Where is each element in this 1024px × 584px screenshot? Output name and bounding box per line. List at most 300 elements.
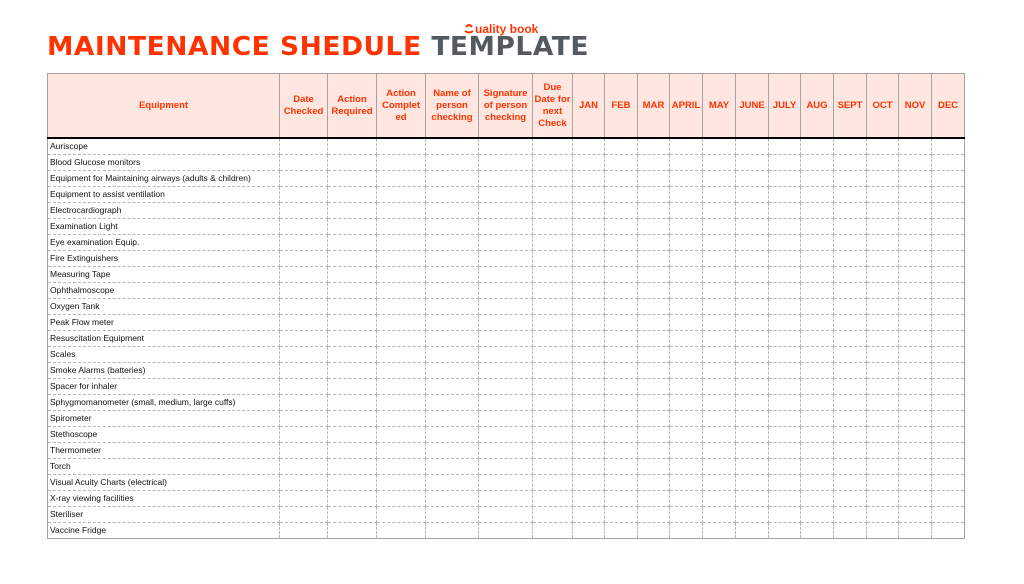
entry-cell[interactable] [670, 219, 703, 235]
entry-cell[interactable] [280, 171, 328, 187]
entry-cell[interactable] [801, 251, 834, 267]
entry-cell[interactable] [867, 299, 899, 315]
entry-cell[interactable] [932, 427, 965, 443]
entry-cell[interactable] [899, 203, 932, 219]
entry-cell[interactable] [280, 491, 328, 507]
entry-cell[interactable] [426, 427, 479, 443]
entry-cell[interactable] [703, 443, 736, 459]
entry-cell[interactable] [801, 411, 834, 427]
entry-cell[interactable] [670, 363, 703, 379]
entry-cell[interactable] [377, 523, 426, 539]
entry-cell[interactable] [932, 187, 965, 203]
entry-cell[interactable] [605, 251, 638, 267]
entry-cell[interactable] [533, 155, 573, 171]
entry-cell[interactable] [280, 203, 328, 219]
entry-cell[interactable] [573, 523, 605, 539]
entry-cell[interactable] [605, 523, 638, 539]
entry-cell[interactable] [670, 459, 703, 475]
entry-cell[interactable] [834, 443, 867, 459]
entry-cell[interactable] [867, 363, 899, 379]
entry-cell[interactable] [736, 187, 769, 203]
entry-cell[interactable] [328, 251, 377, 267]
entry-cell[interactable] [479, 331, 533, 347]
entry-cell[interactable] [426, 283, 479, 299]
entry-cell[interactable] [573, 395, 605, 411]
entry-cell[interactable] [328, 459, 377, 475]
entry-cell[interactable] [426, 411, 479, 427]
entry-cell[interactable] [280, 251, 328, 267]
entry-cell[interactable] [703, 171, 736, 187]
entry-cell[interactable] [801, 187, 834, 203]
entry-cell[interactable] [479, 379, 533, 395]
entry-cell[interactable] [377, 411, 426, 427]
entry-cell[interactable] [932, 235, 965, 251]
entry-cell[interactable] [638, 459, 670, 475]
entry-cell[interactable] [899, 395, 932, 411]
entry-cell[interactable] [703, 138, 736, 155]
entry-cell[interactable] [801, 219, 834, 235]
entry-cell[interactable] [377, 491, 426, 507]
entry-cell[interactable] [377, 475, 426, 491]
entry-cell[interactable] [932, 331, 965, 347]
entry-cell[interactable] [605, 379, 638, 395]
entry-cell[interactable] [834, 475, 867, 491]
entry-cell[interactable] [479, 475, 533, 491]
entry-cell[interactable] [670, 283, 703, 299]
entry-cell[interactable] [638, 363, 670, 379]
entry-cell[interactable] [573, 155, 605, 171]
entry-cell[interactable] [932, 251, 965, 267]
entry-cell[interactable] [426, 171, 479, 187]
entry-cell[interactable] [533, 203, 573, 219]
entry-cell[interactable] [703, 155, 736, 171]
entry-cell[interactable] [736, 267, 769, 283]
entry-cell[interactable] [479, 443, 533, 459]
entry-cell[interactable] [479, 171, 533, 187]
entry-cell[interactable] [605, 507, 638, 523]
entry-cell[interactable] [703, 187, 736, 203]
entry-cell[interactable] [573, 315, 605, 331]
entry-cell[interactable] [867, 187, 899, 203]
entry-cell[interactable] [834, 459, 867, 475]
entry-cell[interactable] [899, 379, 932, 395]
entry-cell[interactable] [533, 267, 573, 283]
entry-cell[interactable] [834, 187, 867, 203]
entry-cell[interactable] [377, 347, 426, 363]
entry-cell[interactable] [328, 363, 377, 379]
entry-cell[interactable] [377, 155, 426, 171]
entry-cell[interactable] [932, 459, 965, 475]
entry-cell[interactable] [867, 267, 899, 283]
entry-cell[interactable] [932, 347, 965, 363]
entry-cell[interactable] [736, 283, 769, 299]
entry-cell[interactable] [899, 155, 932, 171]
entry-cell[interactable] [280, 411, 328, 427]
entry-cell[interactable] [899, 171, 932, 187]
entry-cell[interactable] [280, 267, 328, 283]
entry-cell[interactable] [377, 251, 426, 267]
entry-cell[interactable] [280, 315, 328, 331]
entry-cell[interactable] [867, 315, 899, 331]
entry-cell[interactable] [479, 155, 533, 171]
entry-cell[interactable] [573, 459, 605, 475]
entry-cell[interactable] [769, 411, 801, 427]
entry-cell[interactable] [867, 251, 899, 267]
entry-cell[interactable] [533, 219, 573, 235]
entry-cell[interactable] [834, 299, 867, 315]
entry-cell[interactable] [377, 267, 426, 283]
entry-cell[interactable] [736, 299, 769, 315]
entry-cell[interactable] [328, 235, 377, 251]
entry-cell[interactable] [377, 443, 426, 459]
entry-cell[interactable] [801, 475, 834, 491]
entry-cell[interactable] [638, 283, 670, 299]
entry-cell[interactable] [328, 171, 377, 187]
entry-cell[interactable] [605, 411, 638, 427]
entry-cell[interactable] [426, 491, 479, 507]
entry-cell[interactable] [605, 459, 638, 475]
entry-cell[interactable] [670, 171, 703, 187]
entry-cell[interactable] [736, 235, 769, 251]
entry-cell[interactable] [834, 171, 867, 187]
entry-cell[interactable] [834, 315, 867, 331]
entry-cell[interactable] [377, 138, 426, 155]
entry-cell[interactable] [932, 475, 965, 491]
entry-cell[interactable] [899, 523, 932, 539]
entry-cell[interactable] [280, 299, 328, 315]
entry-cell[interactable] [605, 347, 638, 363]
entry-cell[interactable] [834, 395, 867, 411]
entry-cell[interactable] [533, 347, 573, 363]
entry-cell[interactable] [605, 475, 638, 491]
entry-cell[interactable] [605, 187, 638, 203]
entry-cell[interactable] [280, 363, 328, 379]
entry-cell[interactable] [834, 491, 867, 507]
entry-cell[interactable] [670, 155, 703, 171]
entry-cell[interactable] [328, 411, 377, 427]
entry-cell[interactable] [573, 491, 605, 507]
entry-cell[interactable] [736, 507, 769, 523]
entry-cell[interactable] [769, 523, 801, 539]
entry-cell[interactable] [638, 138, 670, 155]
entry-cell[interactable] [703, 491, 736, 507]
entry-cell[interactable] [867, 459, 899, 475]
entry-cell[interactable] [479, 347, 533, 363]
entry-cell[interactable] [573, 363, 605, 379]
entry-cell[interactable] [932, 395, 965, 411]
entry-cell[interactable] [899, 347, 932, 363]
entry-cell[interactable] [899, 363, 932, 379]
entry-cell[interactable] [899, 299, 932, 315]
entry-cell[interactable] [328, 203, 377, 219]
entry-cell[interactable] [736, 155, 769, 171]
entry-cell[interactable] [769, 363, 801, 379]
entry-cell[interactable] [328, 187, 377, 203]
entry-cell[interactable] [280, 379, 328, 395]
entry-cell[interactable] [899, 267, 932, 283]
entry-cell[interactable] [605, 443, 638, 459]
entry-cell[interactable] [280, 235, 328, 251]
entry-cell[interactable] [932, 203, 965, 219]
entry-cell[interactable] [426, 507, 479, 523]
entry-cell[interactable] [769, 155, 801, 171]
entry-cell[interactable] [736, 331, 769, 347]
entry-cell[interactable] [834, 283, 867, 299]
entry-cell[interactable] [834, 251, 867, 267]
entry-cell[interactable] [867, 347, 899, 363]
entry-cell[interactable] [573, 379, 605, 395]
entry-cell[interactable] [834, 219, 867, 235]
entry-cell[interactable] [426, 219, 479, 235]
entry-cell[interactable] [280, 443, 328, 459]
entry-cell[interactable] [736, 427, 769, 443]
entry-cell[interactable] [533, 459, 573, 475]
entry-cell[interactable] [932, 171, 965, 187]
entry-cell[interactable] [573, 427, 605, 443]
entry-cell[interactable] [703, 299, 736, 315]
entry-cell[interactable] [280, 187, 328, 203]
entry-cell[interactable] [736, 171, 769, 187]
entry-cell[interactable] [769, 171, 801, 187]
entry-cell[interactable] [801, 267, 834, 283]
entry-cell[interactable] [867, 235, 899, 251]
entry-cell[interactable] [328, 267, 377, 283]
entry-cell[interactable] [932, 299, 965, 315]
entry-cell[interactable] [638, 155, 670, 171]
entry-cell[interactable] [605, 219, 638, 235]
entry-cell[interactable] [479, 251, 533, 267]
entry-cell[interactable] [769, 235, 801, 251]
entry-cell[interactable] [638, 427, 670, 443]
entry-cell[interactable] [533, 138, 573, 155]
entry-cell[interactable] [426, 235, 479, 251]
entry-cell[interactable] [769, 267, 801, 283]
entry-cell[interactable] [479, 138, 533, 155]
entry-cell[interactable] [834, 267, 867, 283]
entry-cell[interactable] [899, 507, 932, 523]
entry-cell[interactable] [670, 475, 703, 491]
entry-cell[interactable] [533, 379, 573, 395]
entry-cell[interactable] [736, 347, 769, 363]
entry-cell[interactable] [769, 299, 801, 315]
entry-cell[interactable] [573, 299, 605, 315]
entry-cell[interactable] [932, 138, 965, 155]
entry-cell[interactable] [638, 379, 670, 395]
entry-cell[interactable] [834, 507, 867, 523]
entry-cell[interactable] [377, 379, 426, 395]
entry-cell[interactable] [533, 427, 573, 443]
entry-cell[interactable] [899, 459, 932, 475]
entry-cell[interactable] [867, 138, 899, 155]
entry-cell[interactable] [605, 491, 638, 507]
entry-cell[interactable] [533, 187, 573, 203]
entry-cell[interactable] [899, 251, 932, 267]
entry-cell[interactable] [867, 283, 899, 299]
entry-cell[interactable] [280, 459, 328, 475]
entry-cell[interactable] [280, 219, 328, 235]
entry-cell[interactable] [605, 299, 638, 315]
entry-cell[interactable] [932, 443, 965, 459]
entry-cell[interactable] [573, 219, 605, 235]
entry-cell[interactable] [932, 219, 965, 235]
entry-cell[interactable] [769, 187, 801, 203]
entry-cell[interactable] [377, 331, 426, 347]
entry-cell[interactable] [670, 235, 703, 251]
entry-cell[interactable] [533, 331, 573, 347]
entry-cell[interactable] [867, 491, 899, 507]
entry-cell[interactable] [533, 523, 573, 539]
entry-cell[interactable] [638, 395, 670, 411]
entry-cell[interactable] [769, 379, 801, 395]
entry-cell[interactable] [801, 138, 834, 155]
entry-cell[interactable] [638, 315, 670, 331]
entry-cell[interactable] [573, 235, 605, 251]
entry-cell[interactable] [377, 219, 426, 235]
entry-cell[interactable] [736, 475, 769, 491]
entry-cell[interactable] [638, 507, 670, 523]
entry-cell[interactable] [533, 251, 573, 267]
entry-cell[interactable] [769, 459, 801, 475]
entry-cell[interactable] [899, 443, 932, 459]
entry-cell[interactable] [328, 507, 377, 523]
entry-cell[interactable] [899, 331, 932, 347]
entry-cell[interactable] [328, 347, 377, 363]
entry-cell[interactable] [479, 507, 533, 523]
entry-cell[interactable] [670, 138, 703, 155]
entry-cell[interactable] [479, 411, 533, 427]
entry-cell[interactable] [328, 427, 377, 443]
entry-cell[interactable] [703, 379, 736, 395]
entry-cell[interactable] [834, 523, 867, 539]
entry-cell[interactable] [605, 283, 638, 299]
entry-cell[interactable] [899, 283, 932, 299]
entry-cell[interactable] [801, 315, 834, 331]
entry-cell[interactable] [638, 523, 670, 539]
entry-cell[interactable] [801, 427, 834, 443]
entry-cell[interactable] [328, 523, 377, 539]
entry-cell[interactable] [703, 331, 736, 347]
entry-cell[interactable] [834, 155, 867, 171]
entry-cell[interactable] [573, 283, 605, 299]
entry-cell[interactable] [769, 347, 801, 363]
entry-cell[interactable] [670, 395, 703, 411]
entry-cell[interactable] [801, 491, 834, 507]
entry-cell[interactable] [479, 459, 533, 475]
entry-cell[interactable] [670, 491, 703, 507]
entry-cell[interactable] [736, 443, 769, 459]
entry-cell[interactable] [867, 523, 899, 539]
entry-cell[interactable] [479, 363, 533, 379]
entry-cell[interactable] [899, 187, 932, 203]
entry-cell[interactable] [638, 347, 670, 363]
entry-cell[interactable] [736, 411, 769, 427]
entry-cell[interactable] [670, 299, 703, 315]
entry-cell[interactable] [573, 203, 605, 219]
entry-cell[interactable] [426, 299, 479, 315]
entry-cell[interactable] [533, 507, 573, 523]
entry-cell[interactable] [932, 363, 965, 379]
entry-cell[interactable] [533, 171, 573, 187]
entry-cell[interactable] [426, 155, 479, 171]
entry-cell[interactable] [670, 443, 703, 459]
entry-cell[interactable] [670, 267, 703, 283]
entry-cell[interactable] [426, 475, 479, 491]
entry-cell[interactable] [703, 411, 736, 427]
entry-cell[interactable] [703, 235, 736, 251]
entry-cell[interactable] [932, 155, 965, 171]
entry-cell[interactable] [703, 203, 736, 219]
entry-cell[interactable] [867, 219, 899, 235]
entry-cell[interactable] [670, 251, 703, 267]
entry-cell[interactable] [932, 507, 965, 523]
entry-cell[interactable] [479, 523, 533, 539]
entry-cell[interactable] [605, 235, 638, 251]
entry-cell[interactable] [899, 315, 932, 331]
entry-cell[interactable] [703, 427, 736, 443]
entry-cell[interactable] [377, 507, 426, 523]
entry-cell[interactable] [605, 331, 638, 347]
entry-cell[interactable] [834, 379, 867, 395]
entry-cell[interactable] [605, 395, 638, 411]
entry-cell[interactable] [899, 491, 932, 507]
entry-cell[interactable] [736, 395, 769, 411]
entry-cell[interactable] [426, 138, 479, 155]
entry-cell[interactable] [377, 299, 426, 315]
entry-cell[interactable] [703, 219, 736, 235]
entry-cell[interactable] [638, 443, 670, 459]
entry-cell[interactable] [769, 251, 801, 267]
entry-cell[interactable] [533, 395, 573, 411]
entry-cell[interactable] [703, 267, 736, 283]
entry-cell[interactable] [932, 523, 965, 539]
entry-cell[interactable] [834, 331, 867, 347]
entry-cell[interactable] [573, 331, 605, 347]
entry-cell[interactable] [377, 187, 426, 203]
entry-cell[interactable] [638, 331, 670, 347]
entry-cell[interactable] [533, 299, 573, 315]
entry-cell[interactable] [867, 395, 899, 411]
entry-cell[interactable] [280, 283, 328, 299]
entry-cell[interactable] [867, 443, 899, 459]
entry-cell[interactable] [328, 395, 377, 411]
entry-cell[interactable] [670, 523, 703, 539]
entry-cell[interactable] [377, 363, 426, 379]
entry-cell[interactable] [479, 427, 533, 443]
entry-cell[interactable] [605, 138, 638, 155]
entry-cell[interactable] [533, 443, 573, 459]
entry-cell[interactable] [479, 283, 533, 299]
entry-cell[interactable] [703, 507, 736, 523]
entry-cell[interactable] [899, 475, 932, 491]
entry-cell[interactable] [280, 138, 328, 155]
entry-cell[interactable] [377, 283, 426, 299]
entry-cell[interactable] [479, 267, 533, 283]
entry-cell[interactable] [377, 459, 426, 475]
entry-cell[interactable] [769, 331, 801, 347]
entry-cell[interactable] [834, 411, 867, 427]
entry-cell[interactable] [479, 219, 533, 235]
entry-cell[interactable] [280, 475, 328, 491]
entry-cell[interactable] [801, 235, 834, 251]
entry-cell[interactable] [638, 219, 670, 235]
entry-cell[interactable] [769, 475, 801, 491]
entry-cell[interactable] [377, 171, 426, 187]
entry-cell[interactable] [426, 267, 479, 283]
entry-cell[interactable] [377, 395, 426, 411]
entry-cell[interactable] [280, 427, 328, 443]
entry-cell[interactable] [670, 411, 703, 427]
entry-cell[interactable] [479, 395, 533, 411]
